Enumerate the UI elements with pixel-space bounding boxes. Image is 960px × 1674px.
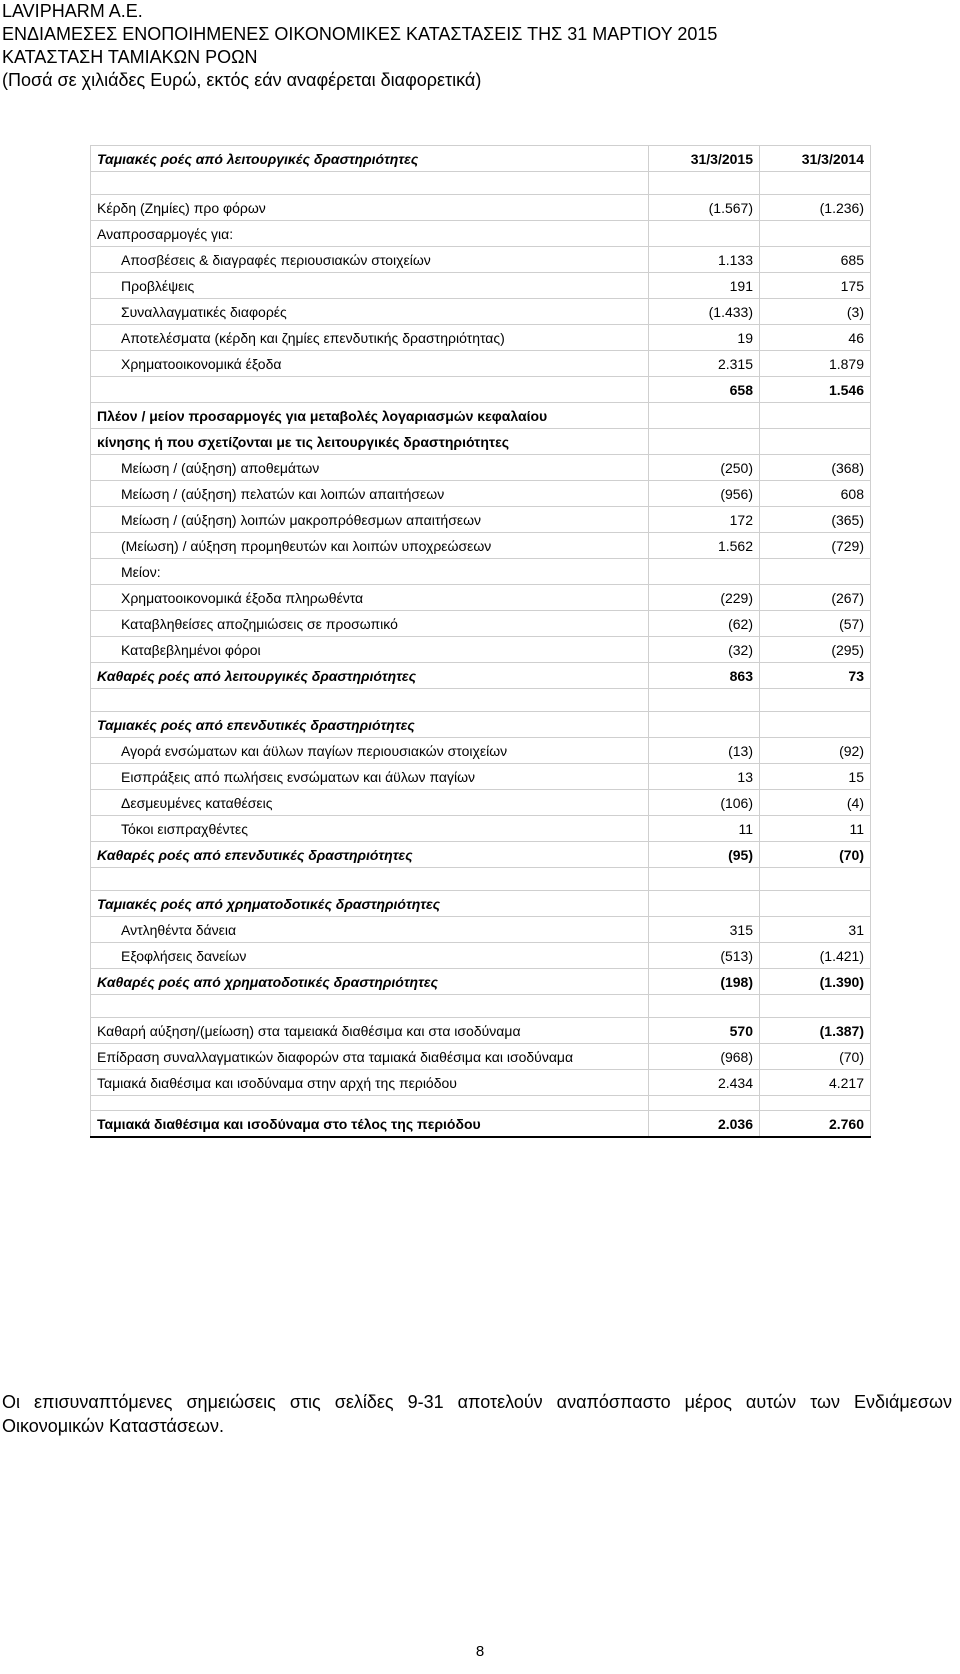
table-row bbox=[91, 481, 871, 507]
value-2014: 608 bbox=[760, 481, 871, 507]
value-2015: 13 bbox=[649, 764, 760, 790]
table-row bbox=[91, 195, 871, 221]
value-2014: 1.879 bbox=[760, 351, 871, 377]
value-2014: 1.546 bbox=[760, 377, 871, 403]
row-label: Καταβεβλημένοι φόροι bbox=[91, 637, 649, 663]
value-2015: (250) bbox=[649, 455, 760, 481]
table-row bbox=[91, 559, 871, 585]
row-label: Ταμιακά διαθέσιμα και ισοδύναμα στο τέλος της περιόδου bbox=[91, 1111, 649, 1138]
value-2015: (1.433) bbox=[649, 299, 760, 325]
section-heading: κίνησης ή που σχετίζονται με τις λειτουργικές δραστηριότητες bbox=[91, 429, 649, 455]
value-2014: 175 bbox=[760, 273, 871, 299]
table-row bbox=[91, 611, 871, 637]
row-label: Μείωση / (αύξηση) πελατών και λοιπών απαιτήσεων bbox=[91, 481, 649, 507]
value-2014: (729) bbox=[760, 533, 871, 559]
value-2015: 658 bbox=[649, 377, 760, 403]
value-2014: 46 bbox=[760, 325, 871, 351]
value-2015: 1.562 bbox=[649, 533, 760, 559]
row-label: Τόκοι εισπραχθέντες bbox=[91, 816, 649, 842]
investing-heading-row bbox=[91, 712, 871, 738]
table-row bbox=[91, 943, 871, 969]
operating-heading-row bbox=[91, 146, 871, 172]
table-row bbox=[91, 273, 871, 299]
row-label: Ταμιακά διαθέσιμα και ισοδύναμα στην αρχή της περιόδου bbox=[91, 1070, 649, 1096]
net-investing-row bbox=[91, 842, 871, 868]
value-2015: (95) bbox=[649, 842, 760, 868]
document-header bbox=[2, 0, 952, 92]
closing-balance-row bbox=[91, 1111, 871, 1138]
row-label: Καθαρή αύξηση/(μείωση) στα ταμειακά διαθέσιμα και στα ισοδύναμα bbox=[91, 1018, 649, 1044]
row-label: Μείωση / (αύξηση) αποθεμάτων bbox=[91, 455, 649, 481]
row-label: Αντληθέντα δάνεια bbox=[91, 917, 649, 943]
row-label: Εισπράξεις από πωλήσεις ενσώματων και άϋλων παγίων bbox=[91, 764, 649, 790]
net-operating-row bbox=[91, 663, 871, 689]
row-label: Χρηματοοικονομικά έξοδα πληρωθέντα bbox=[91, 585, 649, 611]
row-label: Προβλέψεις bbox=[91, 273, 649, 299]
value-2015: 11 bbox=[649, 816, 760, 842]
table-row bbox=[91, 790, 871, 816]
row-label: Αποτελέσματα (κέρδη και ζημίες επενδυτικής δραστηριότητας) bbox=[91, 325, 649, 351]
value-2014: (57) bbox=[760, 611, 871, 637]
operating-heading: Ταμιακές ροές από λειτουργικές δραστηριότητες bbox=[91, 146, 649, 172]
value-2015: 1.133 bbox=[649, 247, 760, 273]
value-2014: (1.387) bbox=[760, 1018, 871, 1044]
report-title: ΕΝΔΙΑΜΕΣΕΣ ΕΝΟΠΟΙΗΜΕΝΕΣ ΟΙΚΟΝΟΜΙΚΕΣ ΚΑΤΑΣΤΑΣΕΙΣ ΤΗΣ 31 ΜΑΡΤΙΟΥ 2015 bbox=[2, 24, 718, 44]
table-row bbox=[91, 585, 871, 611]
value-2015: (32) bbox=[649, 637, 760, 663]
row-label: Μείωση / (αύξηση) λοιπών μακροπρόθεσμων απαιτήσεων bbox=[91, 507, 649, 533]
section-heading: Ταμιακές ροές από χρηματοδοτικές δραστηριότητες bbox=[91, 891, 649, 917]
row-label: Αγορά ενσώματων και άϋλων παγίων περιουσιακών στοιχείων bbox=[91, 738, 649, 764]
row-label: Εξοφλήσεις δανείων bbox=[91, 943, 649, 969]
row-label: Μείον: bbox=[91, 559, 649, 585]
spacer-row bbox=[91, 1096, 871, 1111]
value-2015: 191 bbox=[649, 273, 760, 299]
table-row bbox=[91, 325, 871, 351]
row-label: Καταβληθείσες αποζημιώσεις σε προσωπικό bbox=[91, 611, 649, 637]
table-row bbox=[91, 764, 871, 790]
table-row bbox=[91, 221, 871, 247]
value-2015: (106) bbox=[649, 790, 760, 816]
value-2014: (1.390) bbox=[760, 969, 871, 995]
opening-balance-row bbox=[91, 1070, 871, 1096]
value-2014: 2.760 bbox=[760, 1111, 871, 1138]
fx-effect-row bbox=[91, 1044, 871, 1070]
table-row bbox=[91, 738, 871, 764]
value-2014: (1.421) bbox=[760, 943, 871, 969]
net-change-row bbox=[91, 1018, 871, 1044]
value-2015: (968) bbox=[649, 1044, 760, 1070]
table-row bbox=[91, 455, 871, 481]
table-row bbox=[91, 247, 871, 273]
table-row bbox=[91, 299, 871, 325]
value-2015: 863 bbox=[649, 663, 760, 689]
value-2015: (513) bbox=[649, 943, 760, 969]
table-row bbox=[91, 816, 871, 842]
table-row bbox=[91, 507, 871, 533]
net-financing-row bbox=[91, 969, 871, 995]
spacer-row bbox=[91, 689, 871, 712]
row-label: Επίδραση συναλλαγματικών διαφορών στα ταμιακά διαθέσιμα και ισοδύναμα bbox=[91, 1044, 649, 1070]
row-label: Δεσμευμένες καταθέσεις bbox=[91, 790, 649, 816]
value-2014: (4) bbox=[760, 790, 871, 816]
table-row bbox=[91, 917, 871, 943]
row-label: Χρηματοοικονομικά έξοδα bbox=[91, 351, 649, 377]
working-capital-heading-row bbox=[91, 429, 871, 455]
value-2015: (1.567) bbox=[649, 195, 760, 221]
units-note: (Ποσά σε χιλιάδες Ευρώ, εκτός εάν αναφέρεται διαφορετικά) bbox=[2, 70, 482, 90]
value-2014: 31 bbox=[760, 917, 871, 943]
value-2015: 2.434 bbox=[649, 1070, 760, 1096]
spacer-row bbox=[91, 995, 871, 1018]
value-2014: 73 bbox=[760, 663, 871, 689]
value-2015: 315 bbox=[649, 917, 760, 943]
value-2015: (198) bbox=[649, 969, 760, 995]
spacer-row bbox=[91, 172, 871, 195]
table-row bbox=[91, 533, 871, 559]
subtotal-row bbox=[91, 377, 871, 403]
value-2014: 685 bbox=[760, 247, 871, 273]
table-row bbox=[91, 637, 871, 663]
value-2015: 2.315 bbox=[649, 351, 760, 377]
value-2015: (956) bbox=[649, 481, 760, 507]
value-2015: (229) bbox=[649, 585, 760, 611]
row-label: Καθαρές ροές από χρηματοδοτικές δραστηριότητες bbox=[91, 969, 649, 995]
value-2014: (1.236) bbox=[760, 195, 871, 221]
value-2014: (365) bbox=[760, 507, 871, 533]
company-name: LAVIPHARM A.E. bbox=[2, 1, 143, 21]
value-2014: (267) bbox=[760, 585, 871, 611]
value-2014: (368) bbox=[760, 455, 871, 481]
value-2014: (70) bbox=[760, 1044, 871, 1070]
working-capital-heading-row bbox=[91, 403, 871, 429]
financing-heading-row bbox=[91, 891, 871, 917]
row-label: (Μείωση) / αύξηση προμηθευτών και λοιπών υποχρεώσεων bbox=[91, 533, 649, 559]
section-heading: Ταμιακές ροές από επενδυτικές δραστηριότητες bbox=[91, 712, 649, 738]
value-2015: 570 bbox=[649, 1018, 760, 1044]
column-header-2014: 31/3/2014 bbox=[760, 146, 871, 172]
value-2015: 2.036 bbox=[649, 1111, 760, 1138]
value-2014: (92) bbox=[760, 738, 871, 764]
table-row bbox=[91, 351, 871, 377]
value-2015: (62) bbox=[649, 611, 760, 637]
row-label: Καθαρές ροές από επενδυτικές δραστηριότητες bbox=[91, 842, 649, 868]
row-label: Αναπροσαρμογές για: bbox=[91, 221, 649, 247]
value-2014: 11 bbox=[760, 816, 871, 842]
value-2015: 172 bbox=[649, 507, 760, 533]
row-label: Αποσβέσεις & διαγραφές περιουσιακών στοιχείων bbox=[91, 247, 649, 273]
value-2014: 4.217 bbox=[760, 1070, 871, 1096]
value-2014: 15 bbox=[760, 764, 871, 790]
section-heading: Πλέον / μείον προσαρμογές για μεταβολές λογαριασμών κεφαλαίου bbox=[91, 403, 649, 429]
value-2014: (3) bbox=[760, 299, 871, 325]
value-2015: 19 bbox=[649, 325, 760, 351]
value-2015: (13) bbox=[649, 738, 760, 764]
page-number: 8 bbox=[475, 1643, 485, 1660]
statement-title: ΚΑΤΑΣΤΑΣΗ ΤΑΜΙΑΚΩΝ ΡΟΩΝ bbox=[2, 47, 258, 67]
row-label: Καθαρές ροές από λειτουργικές δραστηριότητες bbox=[91, 663, 649, 689]
spacer-row bbox=[91, 868, 871, 891]
footnote: Οι επισυναπτόμενες σημειώσεις στις σελίδες 9-31 αποτελούν αναπόσπαστο μέρος αυτών των Ενδιάμεσων Οικονομικών Καταστάσεων. bbox=[2, 1392, 952, 1436]
value-2014: (295) bbox=[760, 637, 871, 663]
value-2014: (70) bbox=[760, 842, 871, 868]
row-label: Συναλλαγματικές διαφορές bbox=[91, 299, 649, 325]
column-header-2015: 31/3/2015 bbox=[649, 146, 760, 172]
cash-flow-table bbox=[90, 145, 871, 1138]
row-label: Κέρδη (Ζημίες) προ φόρων bbox=[91, 195, 649, 221]
